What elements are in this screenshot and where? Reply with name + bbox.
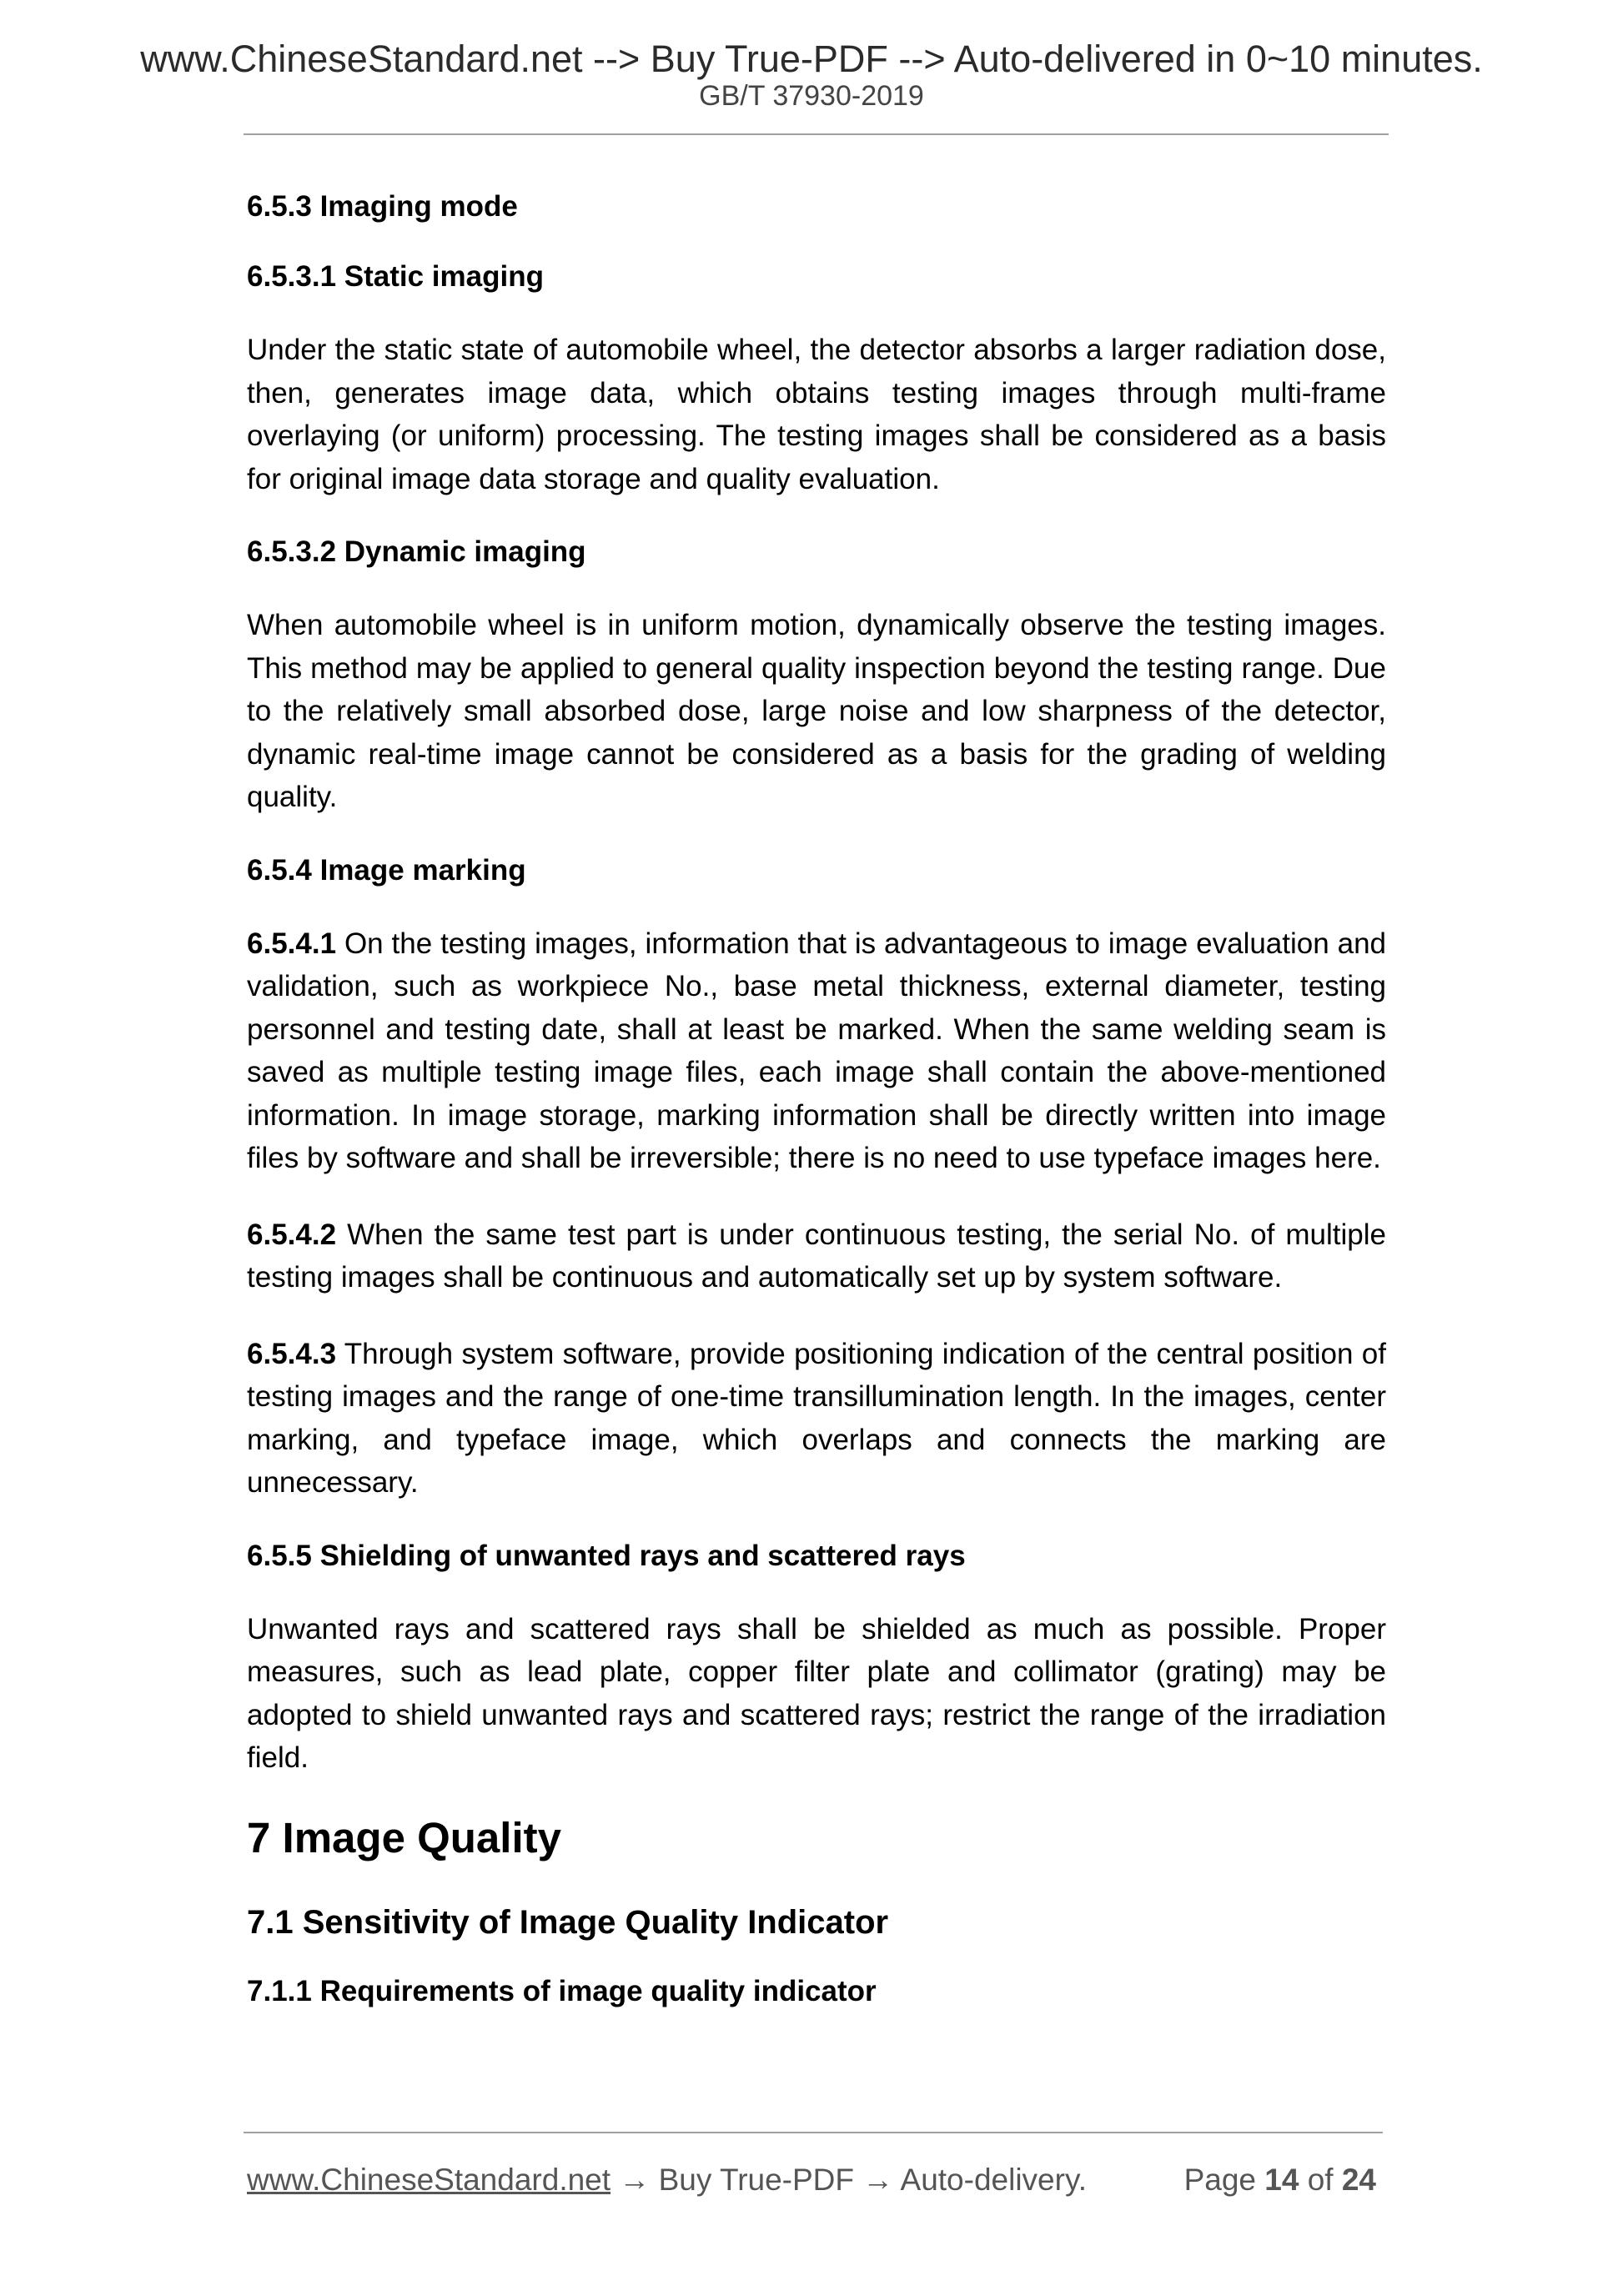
heading-7-1: 7.1 Sensitivity of Image Quality Indicator <box>247 1903 889 1941</box>
clause-text: On the testing images, information that is advantageous to image evaluation and validation, such as workpiece No., base metal thickness, external diameter, testing personnel and testing date, shall at least be marked. When the same welding seam is saved as multiple testing image files, each image shall contain the above-mentioned information. In image storage, marking information shall be directly written into image files by software and shall be irreversible; there is no need to use typeface images here. <box>247 927 1386 1174</box>
clause-number: 6.5.4.2 <box>247 1218 337 1251</box>
footer-divider <box>244 2132 1383 2133</box>
heading-7-1-1: 7.1.1 Requirements of image quality indicator <box>247 1974 877 2007</box>
document-number: GB/T 37930-2019 <box>699 80 924 112</box>
chapter-7-title: 7 Image Quality <box>247 1813 561 1861</box>
footer-site-link[interactable]: www.ChineseStandard.net <box>247 2163 611 2197</box>
page-total: 24 <box>1341 2163 1376 2197</box>
paragraph-dynamic-imaging: When automobile wheel is in uniform motion, dynamically observe the testing images. This method may be applied to general quality inspection beyond the testing range. Due to the relatively small absorbed dose, large noise and low sharpness of the detector, dynamic real-time image cannot be considered as a basis for the grading of welding quality. <box>247 609 1386 813</box>
clause-number: 6.5.4.3 <box>247 1337 337 1370</box>
heading-6-5-4: 6.5.4 Image marking <box>247 853 526 887</box>
heading-6-5-3: 6.5.3 Imaging mode <box>247 190 518 223</box>
clause-6-5-4-3 <box>247 1333 1386 1505</box>
heading-6-5-5: 6.5.5 Shielding of unwanted rays and scattered rays <box>247 1539 966 1572</box>
header-divider <box>244 133 1389 135</box>
heading-6-5-3-1: 6.5.3.1 Static imaging <box>247 260 544 293</box>
page-content <box>247 188 1386 2043</box>
heading-6-5-3-2: 6.5.3.2 Dynamic imaging <box>247 535 586 568</box>
clause-text: When the same test part is under continuous testing, the serial No. of multiple testing images shall be continuous and automatically set up by system software. <box>247 1218 1386 1294</box>
page-current: 14 <box>1264 2163 1299 2197</box>
paragraph-shielding: Unwanted rays and scattered rays shall be shielded as much as possible. Proper measures, such as lead plate, copper filter plate and collimator (grating) may be adopted to shield unwanted rays and scattered rays; restrict the range of the irradiation field. <box>247 1612 1386 1774</box>
clause-6-5-4-1 <box>247 922 1386 1180</box>
page-of: of <box>1299 2163 1342 2197</box>
footer-suffix: → Buy True-PDF → Auto-delivery. <box>611 2163 1087 2197</box>
clause-6-5-4-2 <box>247 1213 1386 1299</box>
clause-text: Through system software, provide positioning indication of the central position of testing images and the range of one-time transillumination length. In the images, center marking, and typeface image, which overlaps and connects the marking are unnecessary. <box>247 1337 1386 1499</box>
header-banner: www.ChineseStandard.net --> Buy True-PDF --> Auto-delivered in 0~10 minutes. <box>140 38 1483 80</box>
footer-left <box>247 2162 1087 2198</box>
page-label: Page <box>1183 2163 1265 2197</box>
clause-number: 6.5.4.1 <box>247 927 337 960</box>
paragraph-static-imaging: Under the static state of automobile wheel, the detector absorbs a larger radiation dose, then, generates image data, which obtains testing images through multi-frame overlaying (or uniform) processing. The testing images shall be considered as a basis for original image data storage and quality evaluation. <box>247 334 1386 495</box>
page-indicator <box>1184 2162 1376 2198</box>
